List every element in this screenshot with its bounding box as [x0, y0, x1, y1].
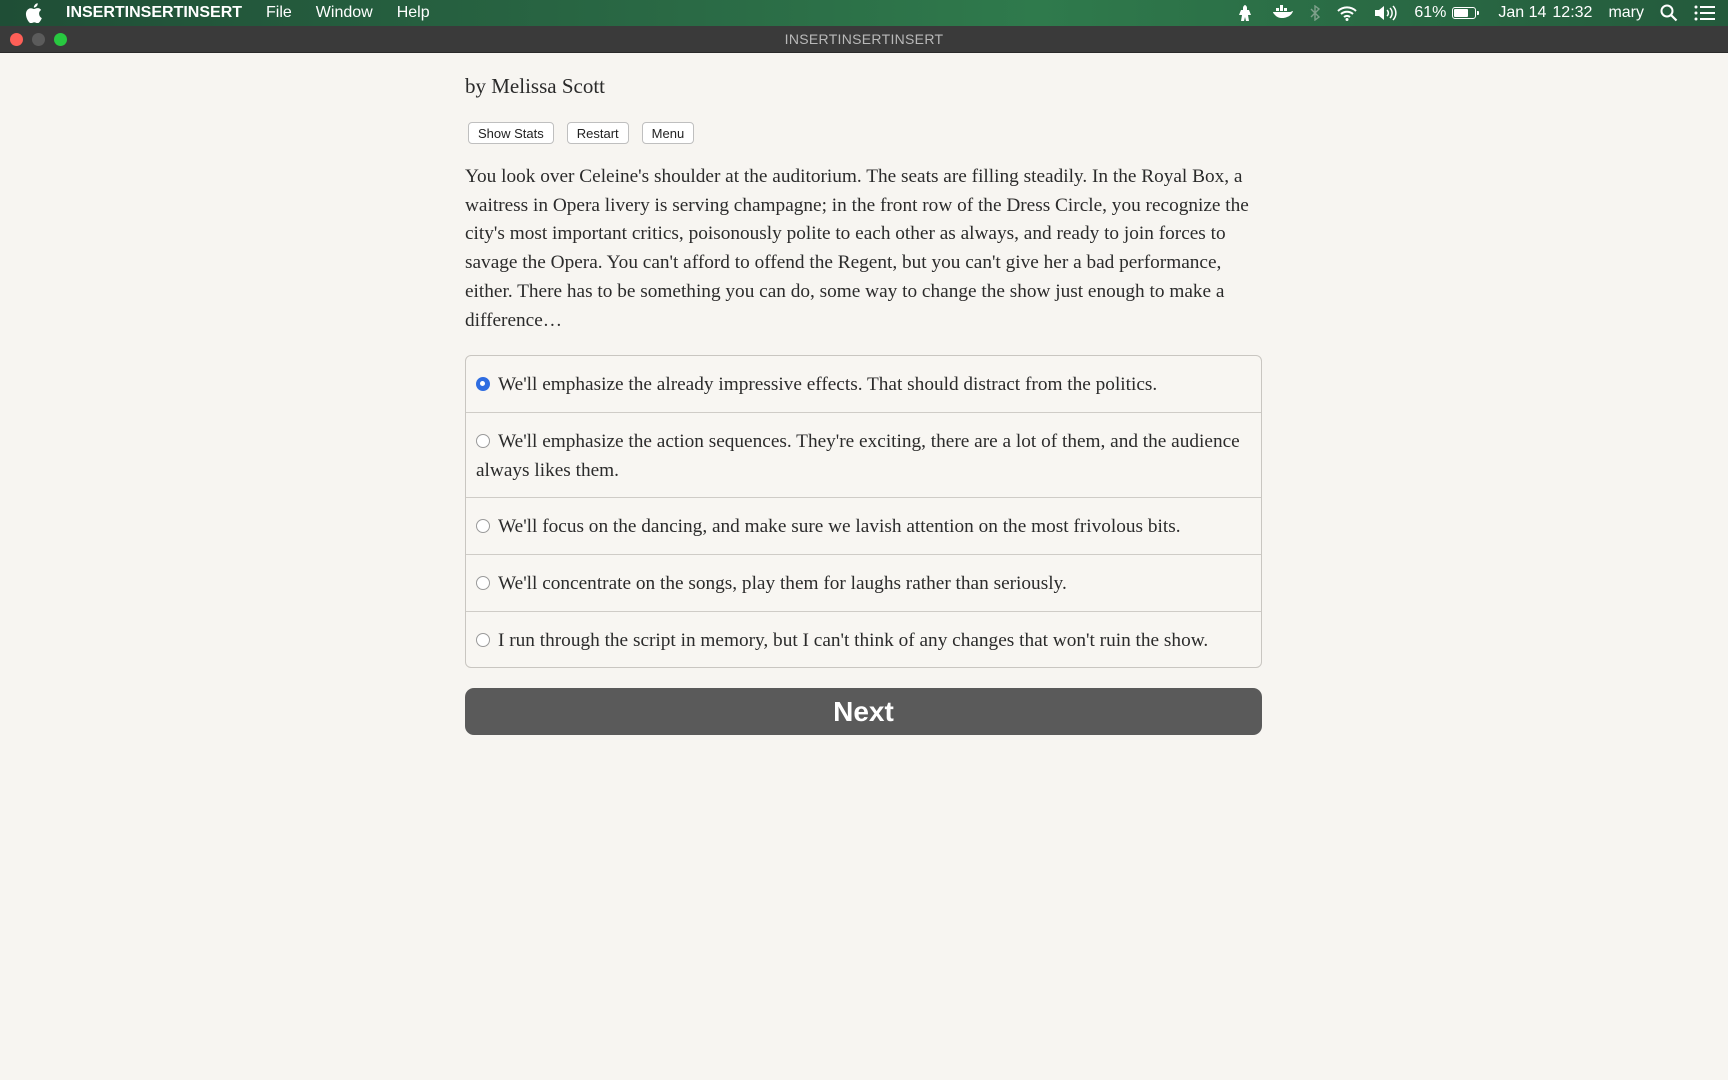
choice-radio-3[interactable] — [476, 519, 490, 533]
battery-fill — [1454, 9, 1467, 17]
choice-option[interactable] — [466, 554, 1261, 611]
choice-radio-2[interactable] — [476, 434, 490, 448]
choice-radio-5[interactable] — [476, 633, 490, 647]
clock-time[interactable]: 12:32 — [1552, 4, 1593, 21]
story-byline: by Melissa Scott — [465, 74, 605, 98]
menu-file[interactable]: File — [266, 4, 292, 21]
battery-icon[interactable] — [1452, 7, 1476, 19]
apple-icon[interactable] — [22, 2, 44, 24]
wifi-icon[interactable] — [1336, 5, 1358, 21]
choice-radio-1[interactable] — [476, 377, 490, 391]
choice-text: We'll concentrate on the songs, play them for laughs rather than seriously. — [498, 573, 1067, 595]
choice-option[interactable] — [466, 611, 1261, 668]
choice-radio-4[interactable] — [476, 576, 490, 590]
choice-list — [465, 355, 1262, 668]
story-content — [465, 54, 1262, 735]
choice-option[interactable] — [466, 356, 1261, 412]
choice-option[interactable] — [466, 412, 1261, 497]
volume-icon[interactable] — [1374, 5, 1398, 21]
choice-option[interactable] — [466, 497, 1261, 554]
next-button[interactable]: Next — [465, 688, 1262, 735]
story-title-clipped — [465, 40, 1262, 54]
menu-help[interactable]: Help — [396, 4, 430, 21]
app-status-icon[interactable] — [1236, 4, 1256, 22]
notification-center-icon[interactable] — [1694, 5, 1716, 21]
battery-percent: 61% — [1414, 4, 1447, 21]
choice-text: We'll emphasize the action sequences. They're exciting, there are a lot of them, and the audience always likes them. — [476, 430, 1240, 481]
story-toolbar — [468, 122, 1262, 144]
menu-app-name[interactable]: INSERTINSERTINSERT — [66, 4, 243, 21]
docker-icon[interactable] — [1272, 5, 1294, 21]
window-title: INSERTINSERTINSERT — [784, 31, 944, 47]
clock-date[interactable]: Jan 14 — [1498, 4, 1547, 21]
choice-text: We'll focus on the dancing, and make sure we lavish attention on the most frivolous bits. — [498, 516, 1181, 538]
choice-text: I run through the script in memory, but I can't think of any changes that won't ruin the show. — [498, 629, 1209, 651]
menu-button[interactable]: Menu — [642, 122, 695, 144]
search-icon[interactable] — [1660, 4, 1678, 22]
restart-button[interactable]: Restart — [567, 122, 629, 144]
show-stats-button[interactable]: Show Stats — [468, 122, 554, 144]
menu-bar — [0, 0, 1728, 26]
user-name[interactable]: mary — [1608, 4, 1644, 21]
story-passage: You look over Celeine's shoulder at the auditorium. The seats are filling steadily. In the Royal Box, a waitress in Opera livery is serving champagne; in the front row of the Dress Circle, you recognize the city's most important critics, poisonously polite to each other as always, and ready to join forces to savage the Opera. You can't afford to offend the Regent, but you can't give her a bad performance, either. There has to be something you can do, some way to change the show just enough to make a difference… — [465, 166, 1249, 331]
bluetooth-icon[interactable] — [1310, 5, 1320, 21]
menu-window[interactable]: Window — [315, 4, 373, 21]
choice-text: We'll emphasize the already impressive effects. That should distract from the politics. — [498, 374, 1158, 396]
